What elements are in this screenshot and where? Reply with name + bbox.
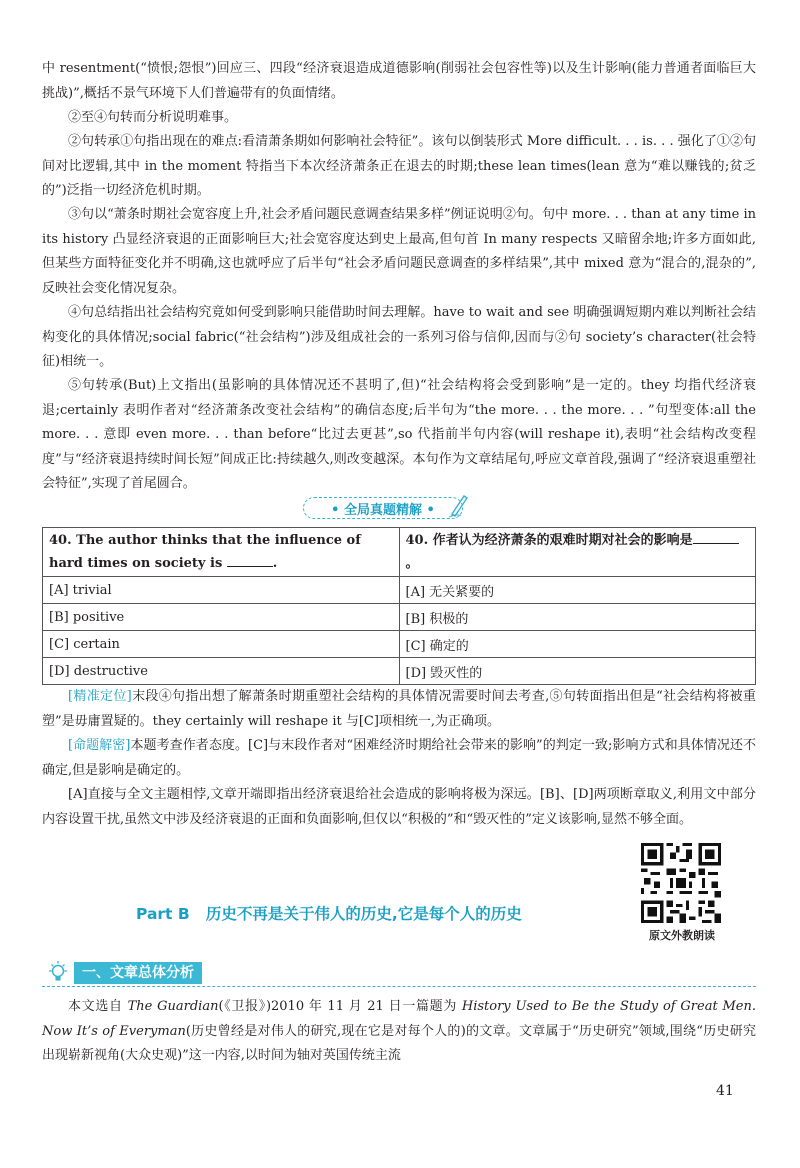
paragraph-sentence-5: ⑤句转承(But)上文指出(虽影响的具体情况还不甚明了,但)“社会结构将会受到影响”是一定的。they 均指代经济衰退;certainly 表明作者对“经济萧条改变社会结构”的确信态度;后半句为“the more. . . the more. . . ”句型变体:all the more. . . 意即 even more. . . than before“比过去更甚”,so 代指前半句内容(will reshape it),表明“社会结构改变程度”与“经济衰退持续时间长短”间成正比:持续越久,则改变越深。本句作为文章结尾句,呼应文章首段,强调了“经济衰退重塑社会特征”,实现了首尾圆合。	[42, 378, 756, 491]
answer-blank	[227, 554, 273, 567]
question-en: 40. The author thinks that the influence of hard times on society is .	[43, 528, 400, 577]
answer-blank	[693, 531, 739, 544]
option-en: [D] destructive	[43, 658, 400, 685]
analysis-locate: [精准定位]末段④句指出想了解萧条时期重塑社会结构的具体情况需要时间去考查,⑤句转面指出但是“社会结构将被重塑”是毋庸置疑的。they certainly will reshape it 与[C]项相统一,为正确项。	[42, 689, 756, 729]
source-name: The Guardian	[127, 999, 219, 1014]
analysis-other-options: [A]直接与全文主题相悖,文章开端即指出经济衰退给社会造成的影响将极为深远。[B]、[D]两项断章取义,利用文中部分内容设置干扰,虽然文中涉及经济衰退的正面和负面影响,但仅以“积极的”和“毁灭性的”定义该影响,显然不够全面。	[42, 787, 756, 827]
qr-code-icon	[641, 843, 721, 923]
paragraph-sentence-4: ④句总结指出社会结构究竟如何受到影响只能借助时间去理解。have to wait and see 明确强调短期内难以判断社会结构变化的具体情况;social fabric(“社会结构”)涉及组成社会的一系列习俗与信仰,因而与②句 society’s character(社会特征)相统一。	[42, 305, 756, 369]
lightbulb-icon	[46, 960, 70, 990]
question-cn: 40. 作者认为经济萧条的艰难时期对社会的影响是。	[399, 528, 756, 577]
option-cn: [A] 无关紧要的	[399, 577, 756, 604]
option-en: [B] positive	[43, 604, 400, 631]
option-row	[43, 577, 756, 604]
article-title: History Used to Be the Study of Great Men. Now It’s of Everyman	[42, 999, 756, 1039]
section-title: 一、文章总体分析	[74, 962, 202, 984]
part-b-heading: Part B 历史不再是关于伟人的历史,它是每个人的历史	[136, 905, 522, 923]
pen-icon	[448, 492, 470, 522]
analysis-decode: [命题解密]本题考查作者态度。[C]与末段作者对“困难经济时期给社会带来的影响”的判定一致;影响方式和具体情况还不确定,但是影响是确定的。	[42, 738, 756, 778]
paragraph-sentence-2-4: ②至④句转而分析说明难事。	[68, 110, 238, 125]
question-table	[42, 527, 756, 685]
option-cn: [D] 毁灭性的	[399, 658, 756, 685]
section-header	[42, 960, 756, 987]
section-banner: • 全局真题精解 •	[303, 497, 463, 519]
qr-code-label: 原文外教朗读	[649, 929, 715, 942]
locate-tag: [精准定位]	[68, 689, 132, 704]
option-cn: [B] 积极的	[399, 604, 756, 631]
intro-paragraph: 本文选自 The Guardian(《卫报》)2010 年 11 月 21 日一篇题为 History Used to Be the Study of Great Men. Now It’s of Everyman(历史曾经是对伟人的研究,现在它是对每个人的)的文章。文章属于“历史研究”领域,围绕“历史研究出现崭新视角(大众史观)”这一内容,以时间为轴对英国传统主流	[42, 999, 756, 1063]
option-en: [C] certain	[43, 631, 400, 658]
option-row	[43, 658, 756, 685]
paragraph-sentence-3: ③句以“萧条时期社会宽容度上升,社会矛盾问题民意调查结果多样”例证说明②句。句中 more. . . than at any time in its history 凸显经济衰退的正面影响巨大;社会宽容度达到史上最高,但句首 In many respects 又暗留余地;许多方面如此,但某些方面特征变化并不明确,这也就呼应了后半句“社会矛盾问题民意调查的多样结果”,其中 mixed 意为“混合的,混杂的”,反映社会变化情况复杂。	[42, 207, 756, 296]
paragraph-sentence-2: ②句转承①句指出现在的难点:看清萧条期如何影响社会特征”。该句以倒装形式 More difficult. . . is. . . 强化了①②句间对比逻辑,其中 in the moment 特指当下本次经济萧条正在退去的时期;these lean times(lean 意为“难以赚钱的;贫乏的”)泛指一切经济危机时期。	[42, 134, 756, 198]
option-row	[43, 604, 756, 631]
option-cn: [C] 确定的	[399, 631, 756, 658]
option-row	[43, 631, 756, 658]
page-number: 41	[716, 1083, 734, 1099]
paragraph-continuation: 中 resentment(“愤恨;怨恨”)回应三、四段“经济衰退造成道德影响(削弱社会包容性等)以及生计影响(能力普通者面临巨大挑战)”,概括不景气环境下人们普遍带有的负面情绪。	[42, 61, 756, 101]
option-en: [A] trivial	[43, 577, 400, 604]
decode-tag: [命题解密]	[68, 738, 131, 753]
